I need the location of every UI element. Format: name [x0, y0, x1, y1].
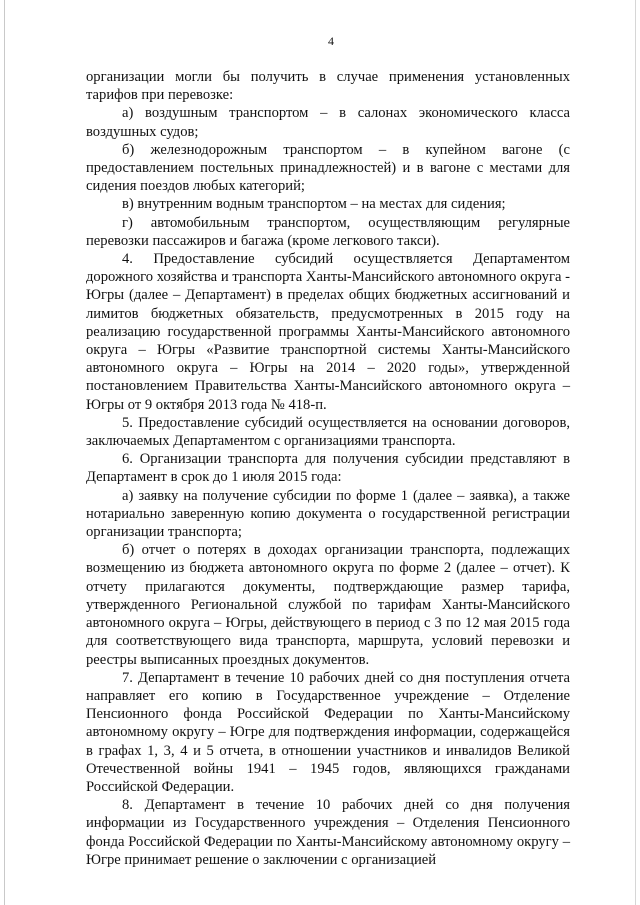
page-number: 4 [328, 34, 334, 48]
paragraph-water-transport: в) внутренним водным транспортом – на местах для сидения; [122, 196, 506, 213]
paragraph-rail-transport: б) железнодорожным транспортом – в купейном вагоне (с предоставлением постельных принадлежностей) и в вагоне с местами для сидения поездов любых категорий; [86, 141, 570, 195]
document-body [86, 68, 570, 869]
paragraph-item-5: 5. Предоставление субсидий осуществляется на основании договоров, заключаемых Департаментом с организациями транспорта. [86, 414, 570, 450]
paragraph-air-transport: а) воздушным транспортом – в салонах экономического класса воздушных судов; [86, 105, 570, 140]
paragraph-continuation: организации могли бы получить в случае применения установленных тарифов при перевозке: [86, 69, 570, 104]
paragraph-item-6b: б) отчет о потерях в доходах организации транспорта, подлежащих возмещению из бюджета автономного округа по форме 2 (далее – отчет). К отчету прилагаются документы, подтверждающие размер тарифа, утвержденного Региональной службой по тарифам Ханты-Мансийского автономного округа – Югры, действующего в период с 3 по 12 мая 2015 года для соответствующего вида транспорта, маршрута, условий перевозки и реестры выписанных проездных документов. [86, 542, 570, 668]
paragraph-item-8: 8. Департамент в течение 10 рабочих дней со дня получения информации из Государственного учреждения – Отделения Пенсионного фонда Российской Федерации по Ханты-Мансийскому автономному округу – Югре принимает решение о заключении с организацией [86, 797, 570, 868]
paragraph-item-7: 7. Департамент в течение 10 рабочих дней со дня поступления отчета направляет его копию в Государственное учреждение – Отделение Пенсионного фонда Российской Федерации по Ханты-Мансийскому автономному округу – Югре для подтверждения информации, содержащейся в графах 1, 3, 4 и 5 отчета, в отношении участников и инвалидов Великой Отечественной войны 1941 – 1945 годов, являющихся гражданами Российской Федерации. [86, 669, 570, 795]
paragraph-item-6a: а) заявку на получение субсидии по форме 1 (далее – заявка), а также нотариально заверенную копию документа о государственной регистрации организации транспорта; [86, 487, 570, 541]
paragraph-road-transport: г) автомобильным транспортом, осуществляющим регулярные перевозки пассажиров и багажа (кроме легкового такси). [86, 214, 570, 249]
paragraph-item-4: 4. Предоставление субсидий осуществляется Департаментом дорожного хозяйства и транспорта Ханты-Мансийского автономного округа - Югры (далее – Департамент) в пределах общих бюджетных ассигнований и лимитов бюджетных обязательств, предусмотренных в 2015 году на реализацию государственной программы Ханты-Мансийского автономного округа – Югры «Развитие транспортной системы Ханты-Мансийского автономного округа – Югры на 2014 – 2020 годы», утвержденной постановлением Правительства Ханты-Мансийского автономного округа – Югры от 9 октября 2013 года № 418-п. [86, 251, 570, 413]
scan-edge-right [635, 0, 636, 905]
scan-edge-left [4, 0, 5, 905]
paragraph-item-6: 6. Организации транспорта для получения субсидии представляют в Департамент в срок до 1 июля 2015 года: [86, 451, 570, 486]
